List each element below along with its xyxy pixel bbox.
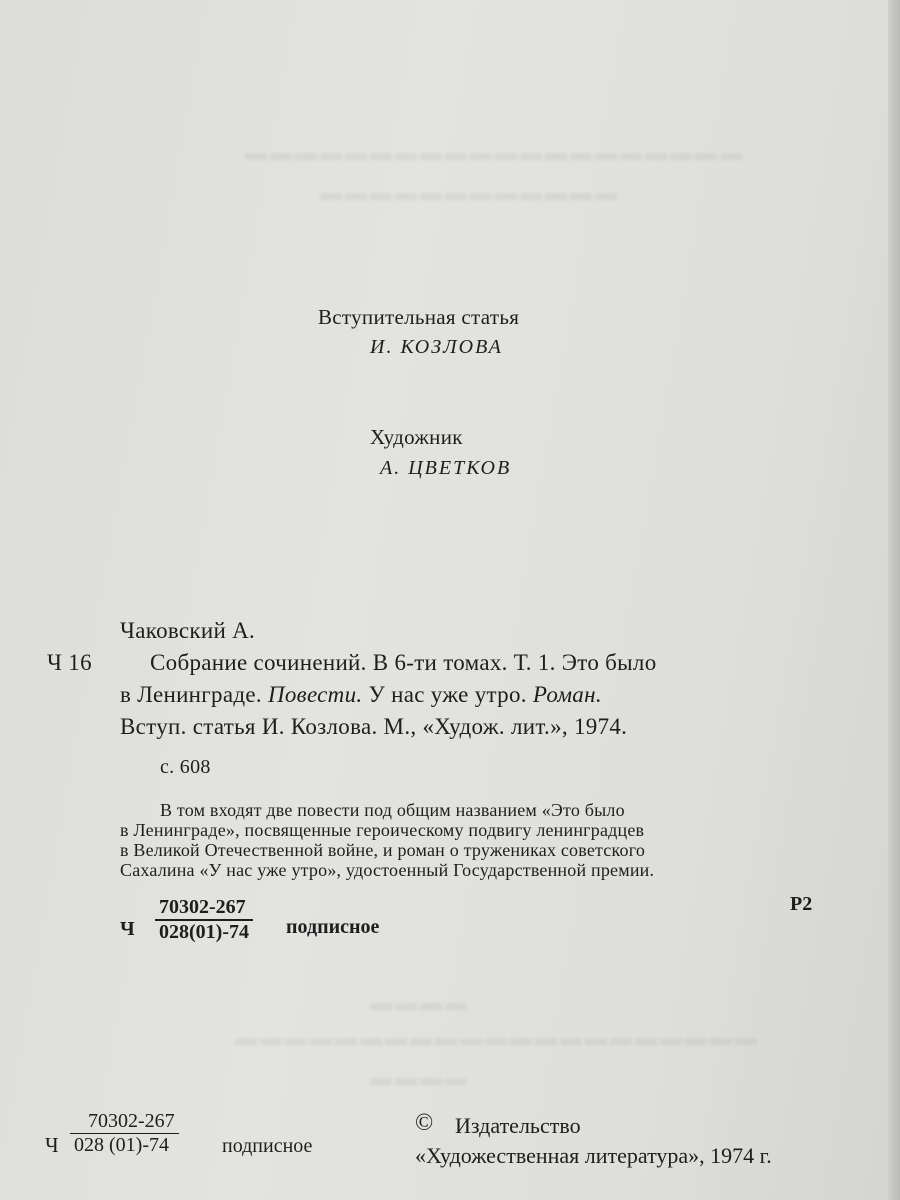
artist-label: Художник — [370, 425, 463, 449]
artist-name: А. ЦВЕТКОВ — [380, 457, 512, 479]
page-edge — [888, 0, 900, 1200]
intro-article-label: Вступительная статья — [318, 305, 520, 329]
title-line-3: Вступ. статья И. Козлова. М., «Худож. лит.», 1974. — [120, 714, 628, 739]
code-denominator: 028(01)-74 — [159, 921, 249, 943]
bleed-through: ▬▬▬▬ — [370, 990, 470, 1015]
footer-code-fraction — [70, 1110, 179, 1157]
copyright-icon: © — [415, 1110, 434, 1136]
intro-article-author: И. КОЗЛОВА — [370, 336, 503, 358]
bleed-through: ▬▬▬▬ — [370, 1065, 470, 1090]
footer-code-denominator: 028 (01)-74 — [74, 1134, 169, 1156]
annotation-line: Сахалина «У нас уже утро», удостоенный Государственной премии. — [120, 860, 655, 880]
page-count: с. 608 — [160, 756, 211, 778]
bleed-through: ▬▬▬▬▬▬▬▬▬▬▬▬ — [320, 180, 620, 205]
code-numerator: 70302-267 — [155, 896, 253, 921]
subscription-letter: Ч — [120, 918, 135, 940]
subscription-label: подписное — [286, 916, 380, 938]
annotation-line: в Ленинграде», посвященные героическому подвигу ленинградцев — [120, 820, 645, 840]
footer-code-numerator: 70302-267 — [70, 1110, 179, 1134]
price-code: Р2 — [790, 893, 813, 915]
footer-subscription-label: подписное — [222, 1135, 313, 1157]
annotation-line: В том входят две повести под общим названием «Это было — [160, 800, 625, 820]
annotation-line: в Великой Отечественной войне, и роман о тружениках советского — [120, 840, 646, 860]
title-line-2: в Ленинграде. Повести. У нас уже утро. Роман. — [120, 682, 602, 707]
publisher-name: «Художественная литература», 1974 г. — [415, 1143, 772, 1168]
bleed-through: ▬▬▬▬▬▬▬▬▬▬▬▬▬▬▬▬▬▬▬▬▬ — [235, 1025, 760, 1050]
footer-subscription-letter: Ч — [45, 1133, 59, 1157]
title-line-1: Собрание сочинений. В 6-ти томах. Т. 1. Это было — [150, 650, 657, 675]
bleed-through: ▬▬▬▬▬▬▬▬▬▬▬▬▬▬▬▬▬▬▬▬ — [245, 140, 745, 165]
catalog-author: Чаковский А. — [120, 618, 256, 643]
publisher-label: Издательство — [455, 1113, 581, 1138]
subscription-code-fraction — [155, 896, 253, 944]
classification-code: Ч 16 — [47, 650, 92, 675]
